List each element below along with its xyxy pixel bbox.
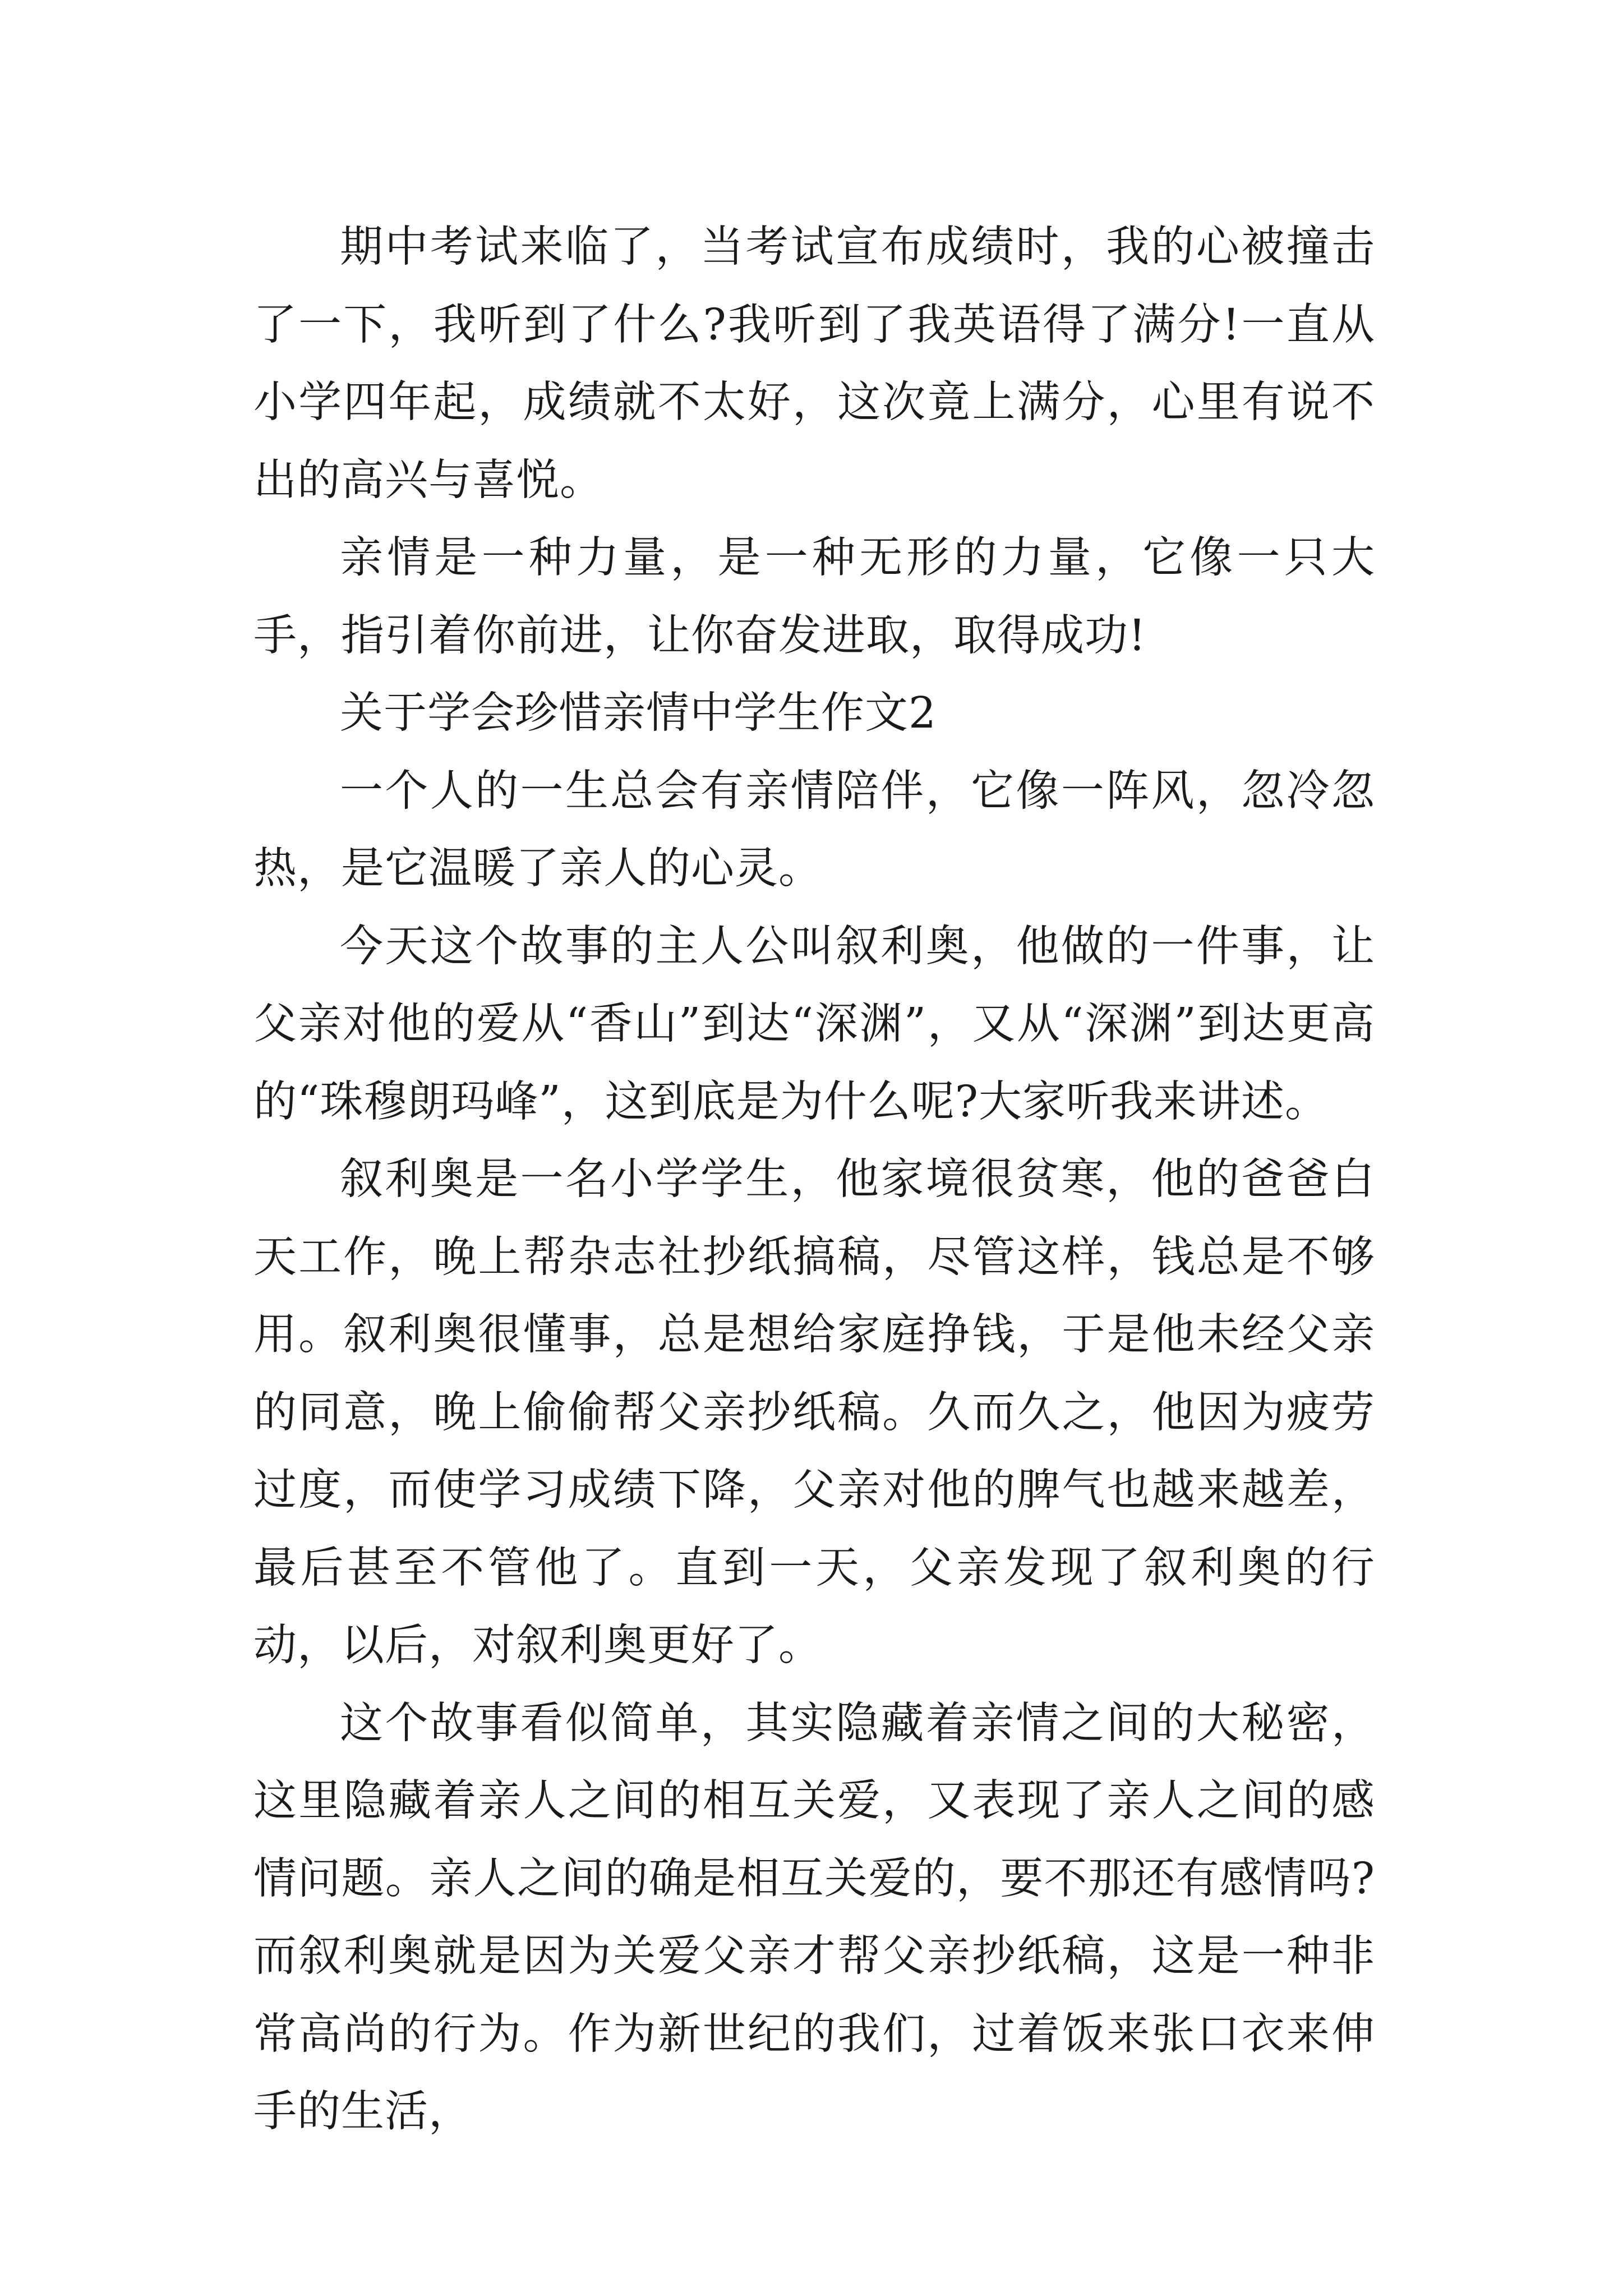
paragraph-exam-result: 期中考试来临了，当考试宣布成绩时，我的心被撞击了一下，我听到了什么?我听到了我英语得了满分!一直从小学四年起，成绩就不太好，这次竟上满分，心里有说不出的高兴与喜悦。	[253, 222, 1375, 505]
paragraph-family-power: 亲情是一种力量，是一种无形的力量，它像一只大手，指引着你前进，让你奋发进取，取得成功!	[253, 533, 1375, 661]
paragraph-reflection: 这个故事看似简单，其实隐藏着亲情之间的大秘密，这里隐藏着亲人之间的相互关爱，又表现了亲人之间的感情问题。亲人之间的确是相互关爱的，要不那还有感情吗?而叙利奥就是因为关爱父亲才帮父亲抄纸稿，这是一种非常高尚的行为。作为新世纪的我们，过着饭来张口衣来伸手的生活，	[253, 1698, 1375, 2137]
essay-title: 关于学会珍惜亲情中学生作文2	[340, 688, 937, 738]
document-body	[253, 209, 1375, 2151]
paragraph-story-intro: 今天这个故事的主人公叫叙利奥，他做的一件事，让父亲对他的爱从“香山”到达“深渊”，又从“深渊”到达更高的“珠穆朗玛峰”，这到底是为什么呢?大家听我来讲述。	[253, 921, 1375, 1127]
paragraph-story: 叙利奥是一名小学学生，他家境很贫寒，他的爸爸白天工作，晚上帮杂志社抄纸搞稿，尽管这样，钱总是不够用。叙利奥很懂事，总是想给家庭挣钱，于是他未经父亲的同意，晚上偷偷帮父亲抄纸稿。久而久之，他因为疲劳过度，而使学习成绩下降，父亲对他的脾气也越来越差，最后甚至不管他了。直到一天，父亲发现了叙利奥的行动，以后，对叙利奥更好了。	[253, 1154, 1375, 1671]
paragraph-intro: 一个人的一生总会有亲情陪伴，它像一阵风，忽冷忽热，是它温暖了亲人的心灵。	[253, 766, 1375, 894]
